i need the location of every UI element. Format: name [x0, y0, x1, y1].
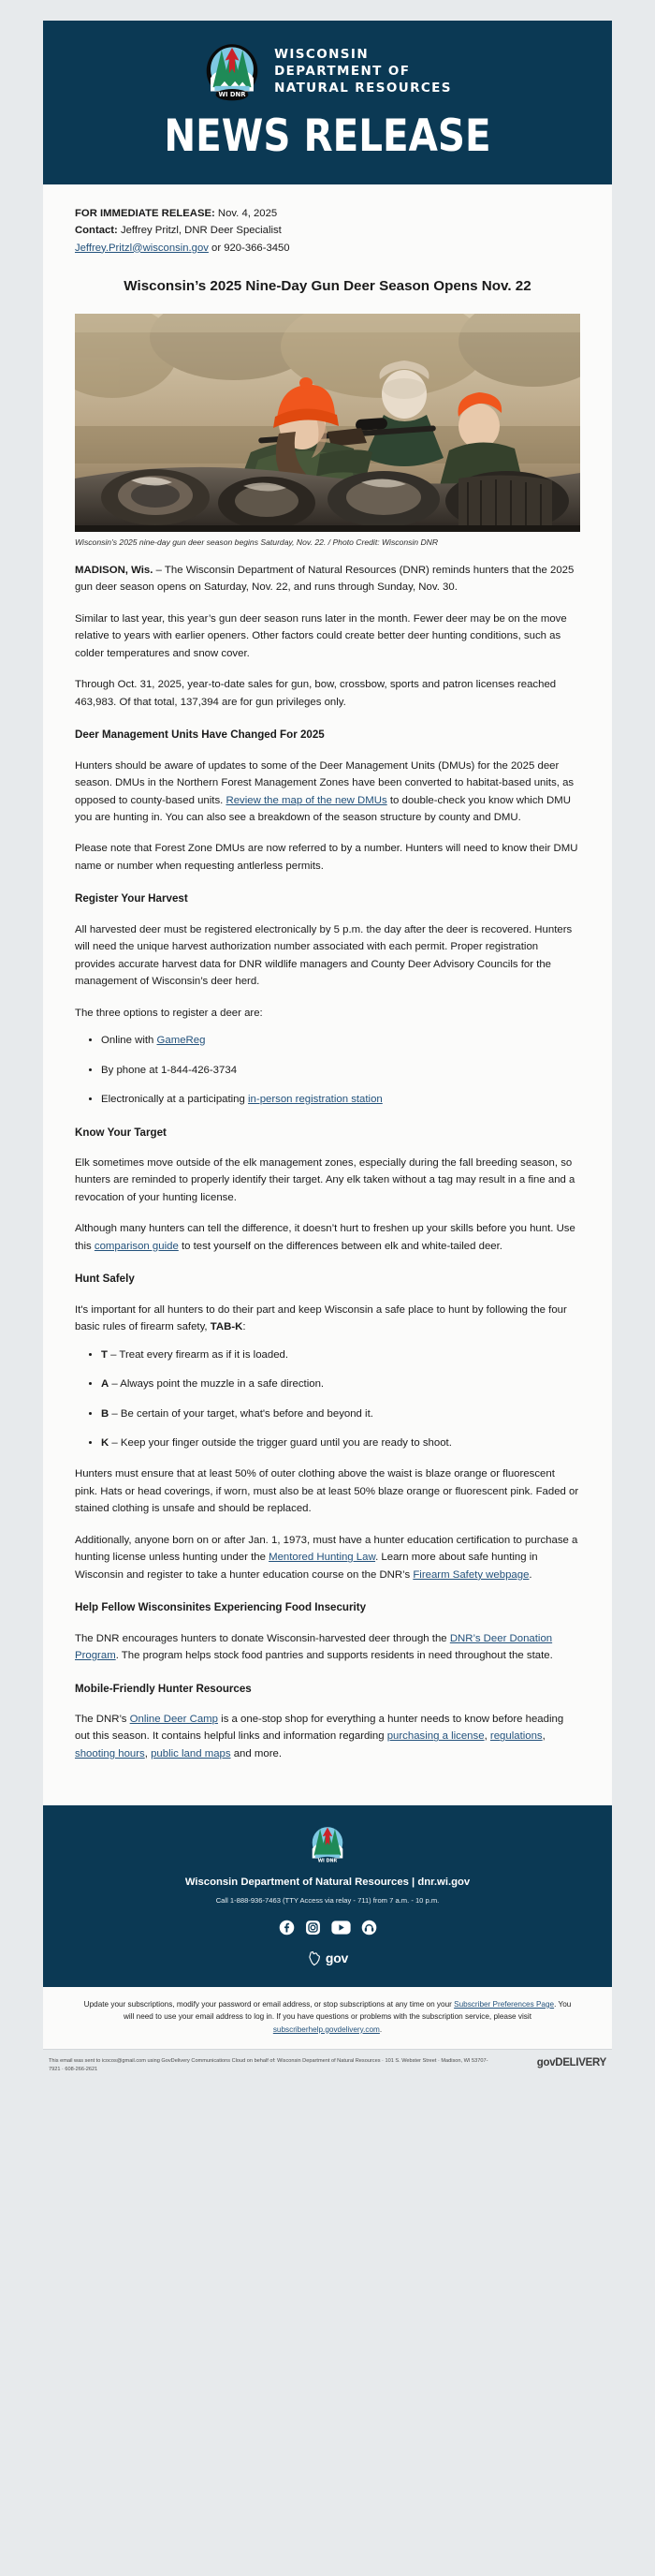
- list-item: [101, 1062, 580, 1079]
- social-links: [62, 1920, 593, 1936]
- option-text: By phone at 1-844-426-3734: [101, 1064, 238, 1076]
- masthead: [43, 21, 612, 184]
- option-text: Electronically at a participating: [101, 1094, 249, 1106]
- paragraph-13-b: . The program helps stock food pantries and supports residents in need throughout the state.: [115, 1650, 553, 1662]
- release-label: FOR IMMEDIATE RELEASE:: [75, 208, 215, 219]
- footer-phone-line: Call 1-888-936-7463 (TTY Access via relay - 711) from 7 a.m. - 10 p.m.: [215, 1896, 440, 1906]
- paragraph-14-b: is a one-stop shop for everything a hunter needs to know before heading out this season. It contains helpful links and information regarding: [75, 1713, 564, 1743]
- shooting-hours-link[interactable]: shooting hours: [75, 1747, 145, 1759]
- tabk-acronym: TAB-K: [210, 1321, 243, 1333]
- footer: [43, 1805, 612, 1986]
- online-deer-camp-link[interactable]: Online Deer Camp: [129, 1713, 218, 1725]
- dmu-map-link[interactable]: Review the map of the new DMUs: [226, 794, 387, 806]
- paragraph-8: Elk sometimes move outside of the elk management zones, especially during the fall breeding season, so hunters are reminded to properly identify their target. Any elk taken without a tag may result in a fine and a revocation of your hunting license.: [75, 1156, 575, 1203]
- paragraph-13-a: The DNR encourages hunters to donate Wisconsin-harvested deer through the: [75, 1632, 450, 1644]
- page-title: Wisconsin’s 2025 Nine-Day Gun Deer Season Opens Nov. 22: [124, 277, 531, 294]
- paragraph-12-c: .: [529, 1568, 532, 1581]
- gov-wordmark: gov: [325, 1950, 349, 1966]
- paragraph-14-c: and more.: [230, 1747, 283, 1759]
- paragraph-5: Please note that Forest Zone DMUs are now referred to by a number. Hunters will need to know their DMU name or number when requesting antlerless permits.: [75, 843, 578, 872]
- paragraph-14: [75, 1711, 580, 1762]
- paragraph-9: [75, 1220, 580, 1255]
- wi-dnr-logo-icon: [203, 43, 261, 101]
- svg-text:WI DNR: WI DNR: [317, 1859, 338, 1864]
- contact-email-line: [75, 240, 580, 257]
- paragraph-12-b: . Learn more about safe hunting in Wisconsin and register to take a hunter education course on the DNR’s: [75, 1552, 538, 1581]
- paragraph-10-b: :: [242, 1321, 246, 1333]
- paragraph-dateline: [75, 562, 580, 596]
- paragraph-7: The three options to register a deer are:: [75, 1007, 263, 1019]
- footer-title: Wisconsin Department of Natural Resources | dnr.wi.gov: [184, 1877, 471, 1889]
- comparison-guide-link[interactable]: comparison guide: [94, 1240, 179, 1252]
- hero-photo: [75, 314, 580, 532]
- list-item: [101, 1406, 580, 1422]
- tabk-letter: A: [101, 1378, 109, 1391]
- sep: ,: [484, 1730, 490, 1743]
- list-item: [101, 1091, 580, 1108]
- contact-line: [75, 222, 580, 239]
- tabk-letter: T: [101, 1348, 108, 1361]
- tabk-text: – Treat every firearm as if it is loaded.: [107, 1348, 289, 1361]
- gamereg-link[interactable]: GameReg: [156, 1035, 206, 1047]
- email-body: [43, 184, 612, 1781]
- purchasing-a-license-link[interactable]: purchasing a license: [386, 1730, 485, 1743]
- email-card: [43, 21, 612, 2049]
- list-item: [101, 1032, 580, 1049]
- deer-donation-program-link[interactable]: DNR’s Deer Donation Program: [75, 1632, 553, 1662]
- paragraph-3: Through Oct. 31, 2025, year-to-date sales for gun, bow, crossbow, sports and patron licenses reached 463,983. Of that total, 137,394 are for gun privileges only.: [75, 679, 557, 708]
- sep: ,: [542, 1730, 546, 1743]
- footer-wi-dnr-logo-icon: [307, 1824, 348, 1865]
- subscribe-text-b: . You will need to use your email address to log in. If you have questions or problems with the subscription service, please visit: [124, 1999, 572, 2022]
- legal-text: This email was sent to icocos@gmail.com using GovDelivery Communications Cloud on behalf of: Wisconsin Department of Natural Resources · 101 S. Webster Street · Madison, WI 53707-7921 · 608-266-2621: [49, 2058, 488, 2072]
- podcast-icon[interactable]: [361, 1920, 377, 1936]
- section-heading-target: Know Your Target: [75, 1126, 167, 1139]
- paragraph-12-a: Additionally, anyone born on or after Jan. 1, 1973, must have a hunter education certification to purchase a hunting license unless hunting under the: [75, 1534, 578, 1564]
- wisconsin-gov-logo: [62, 1950, 593, 1966]
- youtube-icon[interactable]: [331, 1920, 351, 1936]
- regulations-link[interactable]: regulations: [489, 1730, 543, 1743]
- org-line-1: WISCONSIN: [274, 47, 370, 63]
- paragraph-12: [75, 1532, 580, 1583]
- paragraph-10-a: It's important for all hunters to do their part and keep Wisconsin a safe place to hunt by following the four basic rules of firearm safety,: [75, 1303, 567, 1333]
- paragraph-6: All harvested deer must be registered electronically by 5 p.m. the day after the deer is recovered. Hunters will need the unique harvest authorization number associated with each permit. Proper registration provides accurate harvest data for DNR wildlife managers and County Deer Advisory Councils for the management of Wisconsin’s deer herd.: [75, 923, 573, 988]
- tabk-letter: K: [101, 1436, 109, 1449]
- org-name: [274, 47, 452, 96]
- paragraph-10: [75, 1302, 580, 1336]
- section-heading-mobile-resources: Mobile-Friendly Hunter Resources: [75, 1682, 252, 1695]
- list-item: [101, 1376, 580, 1392]
- wisconsin-outline-icon: [307, 1950, 323, 1966]
- paragraph-14-a: The DNR’s: [75, 1713, 130, 1725]
- paragraph-4-a: Hunters should be aware of updates to some of the Deer Management Units (DMUs) for the 2025 deer season. DMUs in the Northern Forest Management Zones have been converted to habitat-based units, as opposed to county-based units.: [75, 759, 575, 806]
- paragraph-9-b: to test yourself on the differences between elk and white-tailed deer.: [178, 1240, 502, 1252]
- subscriber-preferences-link[interactable]: Subscriber Preferences Page: [454, 1999, 555, 2009]
- instagram-icon[interactable]: [305, 1920, 321, 1936]
- tabk-text: – Always point the muzzle in a safe direction.: [109, 1378, 325, 1391]
- paragraph-11: Hunters must ensure that at least 50% of outer clothing above the waist is blaze orange or fluorescent pink. Hats or head coverings, if worn, must also be at least 50% blaze orange or fluorescent pink. Faded or stained clothing is unsafe and should be replaced.: [75, 1468, 579, 1515]
- phone-prefix: or: [208, 242, 225, 254]
- section-heading-dmu: Deer Management Units Have Changed For 2025: [75, 729, 325, 742]
- brand-lockup: [62, 43, 593, 101]
- paragraph-2: Similar to last year, this year’s gun deer season runs later in the month. Fewer deer may be on the move relative to years with earlier openers. Other factors could create better deer hunting conditions, such as colder temperatures and snow cover.: [75, 612, 567, 659]
- contact-email-link[interactable]: Jeffrey.Pritzl@wisconsin.gov: [75, 242, 209, 254]
- svg-text:WI DNR: WI DNR: [218, 91, 246, 99]
- section-heading-safety: Hunt Safely: [75, 1273, 135, 1286]
- in-person-registration-link[interactable]: in-person registration station: [248, 1094, 383, 1106]
- section-heading-register: Register Your Harvest: [75, 892, 188, 905]
- mentored-hunting-law-link[interactable]: Mentored Hunting Law: [269, 1552, 376, 1564]
- org-line-3: NATURAL RESOURCES: [274, 80, 452, 96]
- banner-title: NEWS RELEASE: [164, 110, 491, 162]
- govdelivery-logo: [537, 2057, 606, 2068]
- contact-name: Jeffrey Pritzl, DNR Deer Specialist: [117, 225, 282, 237]
- tabk-text: – Be certain of your target, what's before and beyond it.: [109, 1407, 373, 1420]
- legal-footer: [43, 2050, 612, 2088]
- subscribe-text-c: .: [379, 2024, 383, 2034]
- contact-phone: 920-366-3450: [224, 242, 290, 254]
- registration-options-list: [75, 1032, 580, 1108]
- subscribe-text-a: Update your subscriptions, modify your password or email address, or stop subscriptions at any time on your: [83, 1999, 455, 2009]
- contact-label: Contact:: [75, 225, 118, 237]
- facebook-icon[interactable]: [279, 1920, 295, 1936]
- subscriber-help-link[interactable]: subscriberhelp.govdelivery.com: [272, 2024, 380, 2034]
- release-date: Nov. 4, 2025: [214, 208, 278, 219]
- paragraph-4: [75, 758, 580, 827]
- org-line-2: DEPARTMENT OF: [274, 64, 411, 80]
- tabk-letter: B: [101, 1407, 109, 1420]
- paragraph-9-a: Although many hunters can tell the difference, it doesn’t hurt to freshen up your skills before you hunt. Use this: [75, 1223, 575, 1252]
- firearm-safety-webpage-link[interactable]: Firearm Safety webpage: [413, 1568, 530, 1581]
- public-land-maps-link[interactable]: public land maps: [151, 1747, 231, 1759]
- option-text: Online with: [101, 1035, 157, 1047]
- paragraph-13: [75, 1630, 580, 1665]
- paragraph-1-text: – The Wisconsin Department of Natural Resources (DNR) reminds hunters that the 2025 gun deer season opens on Saturday, Nov. 22, and runs through Sunday, Nov. 30.: [75, 564, 575, 594]
- paragraph-4-b: to double-check you know which DMU you are hunting in. You can also see a breakdown of the season structure by county and DMU.: [75, 794, 571, 823]
- govdelivery-wordmark: govDELIVERY: [536, 2057, 606, 2069]
- list-item: [101, 1347, 580, 1363]
- list-item: [101, 1435, 580, 1451]
- tabk-text: – Keep your finger outside the trigger guard until you are ready to shoot.: [109, 1436, 452, 1449]
- dateline: MADISON, Wis.: [75, 564, 153, 576]
- section-heading-food-insecurity: Help Fellow Wisconsinites Experiencing Food Insecurity: [75, 1601, 367, 1614]
- sep: ,: [144, 1747, 152, 1759]
- photo-caption: Wisconsin's 2025 nine-day gun deer season begins Saturday, Nov. 22. / Photo Credit: Wisconsin DNR: [75, 537, 439, 547]
- subscription-notice: [43, 1987, 612, 2050]
- tabk-list: [75, 1347, 580, 1452]
- release-line: [75, 205, 580, 222]
- release-meta: [75, 205, 580, 257]
